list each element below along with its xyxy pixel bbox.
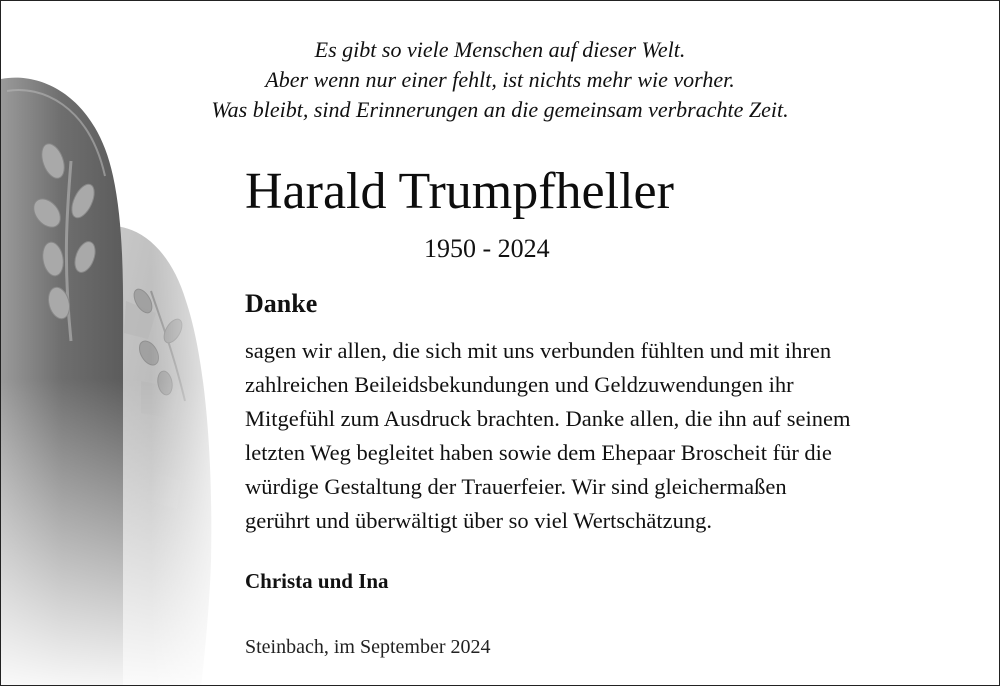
poem-line: Es gibt so viele Menschen auf dieser Welt. [314, 37, 686, 62]
thanks-heading: Danke [245, 289, 318, 318]
life-years: 1950 - 2024 [424, 234, 550, 263]
place-date: Steinbach, im September 2024 [245, 636, 491, 658]
poem-quote [1, 35, 999, 125]
message-line: sagen wir allen, die sich mit uns verbunden fühlten und mit ihren [245, 338, 832, 363]
message-line: würdige Gestaltung der Trauerfeier. Wir sind gleichermaßen [245, 474, 787, 499]
message-line: gerührt und überwältigt über so viel Wertschätzung. [245, 508, 713, 533]
message-line: zahlreichen Beileidsbekundungen und Geldzuwendungen ihr [245, 372, 794, 397]
thanks-message [245, 334, 975, 538]
message-line: Mitgefühl zum Ausdruck brachten. Danke allen, die ihn auf seinem [245, 406, 851, 431]
poem-line: Aber wenn nur einer fehlt, ist nichts mehr wie vorher. [265, 67, 735, 92]
signature: Christa und Ina [245, 569, 389, 593]
poem-line: Was bleibt, sind Erinnerungen an die gemeinsam verbrachte Zeit. [211, 97, 789, 122]
deceased-name: Harald Trumpfheller [245, 163, 674, 220]
message-line: letzten Weg begleitet haben sowie dem Ehepaar Broscheit für die [245, 440, 832, 465]
